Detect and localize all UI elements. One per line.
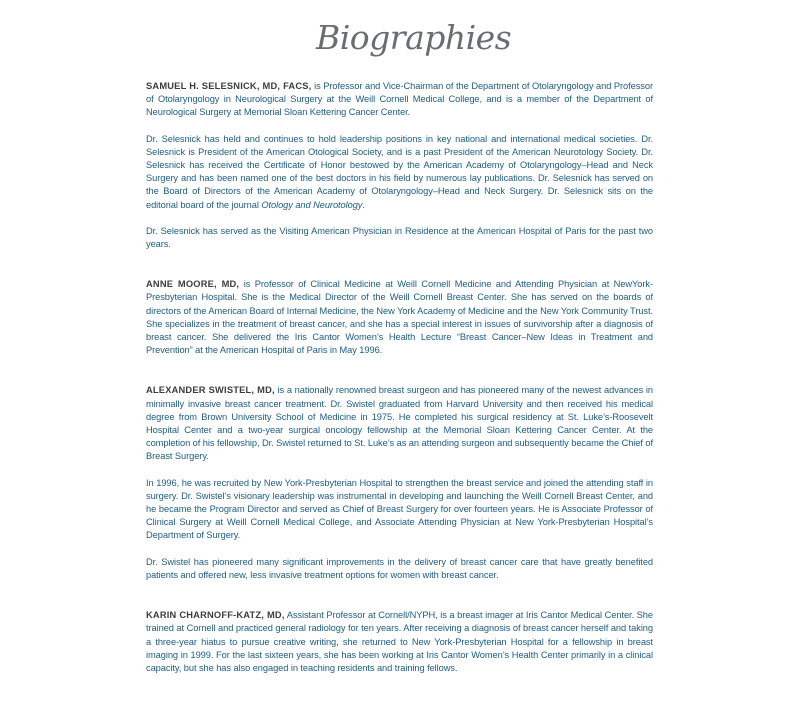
- bio-selesnick-para-3: [146, 225, 653, 251]
- bio-text: is a nationally renowned breast surgeon and has pioneered many of the newest advances in minimally invasive breast cancer treatment. Dr. Swistel graduated from Harvard University and then received his medical degree from Brown University School of Medicine in 1975. He completed his surgical residency at St. Luke’s-Roosevelt Hospital Center and a two-year surgical oncology fellowship at the Memorial Sloan Kettering Cancer Center. At the completion of his fellowship, Dr. Swistel returned to St. Luke’s as an attending surgeon and subsequently became the Chief of Breast Surgery.: [146, 385, 653, 462]
- bio-text: Assistant Professor at Cornell/NYPH, is a breast imager at Iris Cantor Medical Center. She trained at Cornell and practiced general radiology for ten years. After receiving a diagnosis of breast cancer herself and taking a three-year hiatus to pursue creative writing, she returned to New York-Presbyterian Hospital for a fellowship in breast imaging in 1999. For the last sixteen years, she has been working at Iris Cantor Women’s Health Center primarily in a clinical capacity, but she has also engaged in teaching residents and training fellows.: [146, 610, 653, 673]
- bio-name: ALEXANDER SWISTEL, MD,: [146, 385, 275, 396]
- bio-name: KARIN CHARNOFF-KATZ, MD,: [146, 610, 285, 621]
- page-title: Biographies: [316, 18, 512, 57]
- bio-swistel-intro: [146, 384, 653, 463]
- bio-selesnick-para-2: [146, 133, 653, 212]
- journal-title: Otology and Neurotology: [261, 199, 363, 210]
- bio-charnoff-katz-intro: [146, 609, 653, 675]
- bio-text: Dr. Swistel has pioneered many significant improvements in the delivery of breast cancer care that have greatly benefited patients and offered new, less invasive treatment options for women with breast cancer.: [146, 556, 653, 580]
- bio-text: In 1996, he was recruited by New York-Presbyterian Hospital to strengthen the breast service and joined the attending staff in surgery. Dr. Swistel’s visionary leadership was instrumental in developing and launching the Weill Cornell Breast Center, and he became the Program Director and served as Chief of Breast Surgery for over fourteen years. He is Associate Professor of Clinical Surgery at Weill Cornell Medical College, and Associate Attending Physician at New York-Presbyterian Hospital’s Department of Surgery.: [146, 477, 653, 541]
- bio-moore-intro: [146, 278, 653, 357]
- bio-name: ANNE MOORE, MD,: [146, 279, 240, 290]
- bio-swistel-para-2: [146, 477, 653, 543]
- bio-text: is Professor of Clinical Medicine at Weill Cornell Medicine and Attending Physician at NewYork-Presbyterian Hospital. She is the Medical Director of the Weill Cornell Breast Center. She has served on the boards of directors of the American Board of Internal Medicine, the New York Academy of Medicine and the New York Community Trust. She specializes in the treatment of breast cancer, and she has a special interest in issues of survivorship after a diagnosis of breast cancer. She delivered the Iris Cantor Women’s Health Lecture “Breast Cancer–New Ideas in Treatment and Prevention” at the American Hospital of Paris in May 1996.: [146, 279, 653, 356]
- bio-text: .: [362, 199, 365, 210]
- bio-text: Dr. Selesnick has held and continues to hold leadership positions in key national and international medical societies. Dr. Selesnick is President of the American Otological Society, and is a past President of the American Neurotology Society. Dr. Selesnick has received the Certificate of Honor bestowed by the American Academy of Otolaryngology–Head and Neck Surgery and has been named one of the best doctors in his field by numerous lay publications. Dr. Selesnick has served on the Board of Directors of the American Academy of Otolaryngology–Head and Neck Surgery. Dr. Selesnick sits on the editorial board of the journal: [146, 133, 653, 210]
- bio-name: SAMUEL H. SELESNICK, MD, FACS,: [146, 81, 312, 91]
- bio-text: Dr. Selesnick has served as the Visiting American Physician in Residence at the American Hospital of Paris for the past two years.: [146, 225, 653, 250]
- bio-selesnick-intro: [146, 80, 653, 120]
- biographies-body: [146, 80, 653, 675]
- bio-swistel-para-3: [146, 556, 653, 582]
- bio-text: is Professor and Vice-Chairman of the Department of Otolaryngology and Professor of Otolaryngology in Neurological Surgery at the Weill Cornell Medical College, and is a member of the Department of Neurological Surgery at Memorial Sloan Kettering Cancer Center.: [146, 81, 653, 118]
